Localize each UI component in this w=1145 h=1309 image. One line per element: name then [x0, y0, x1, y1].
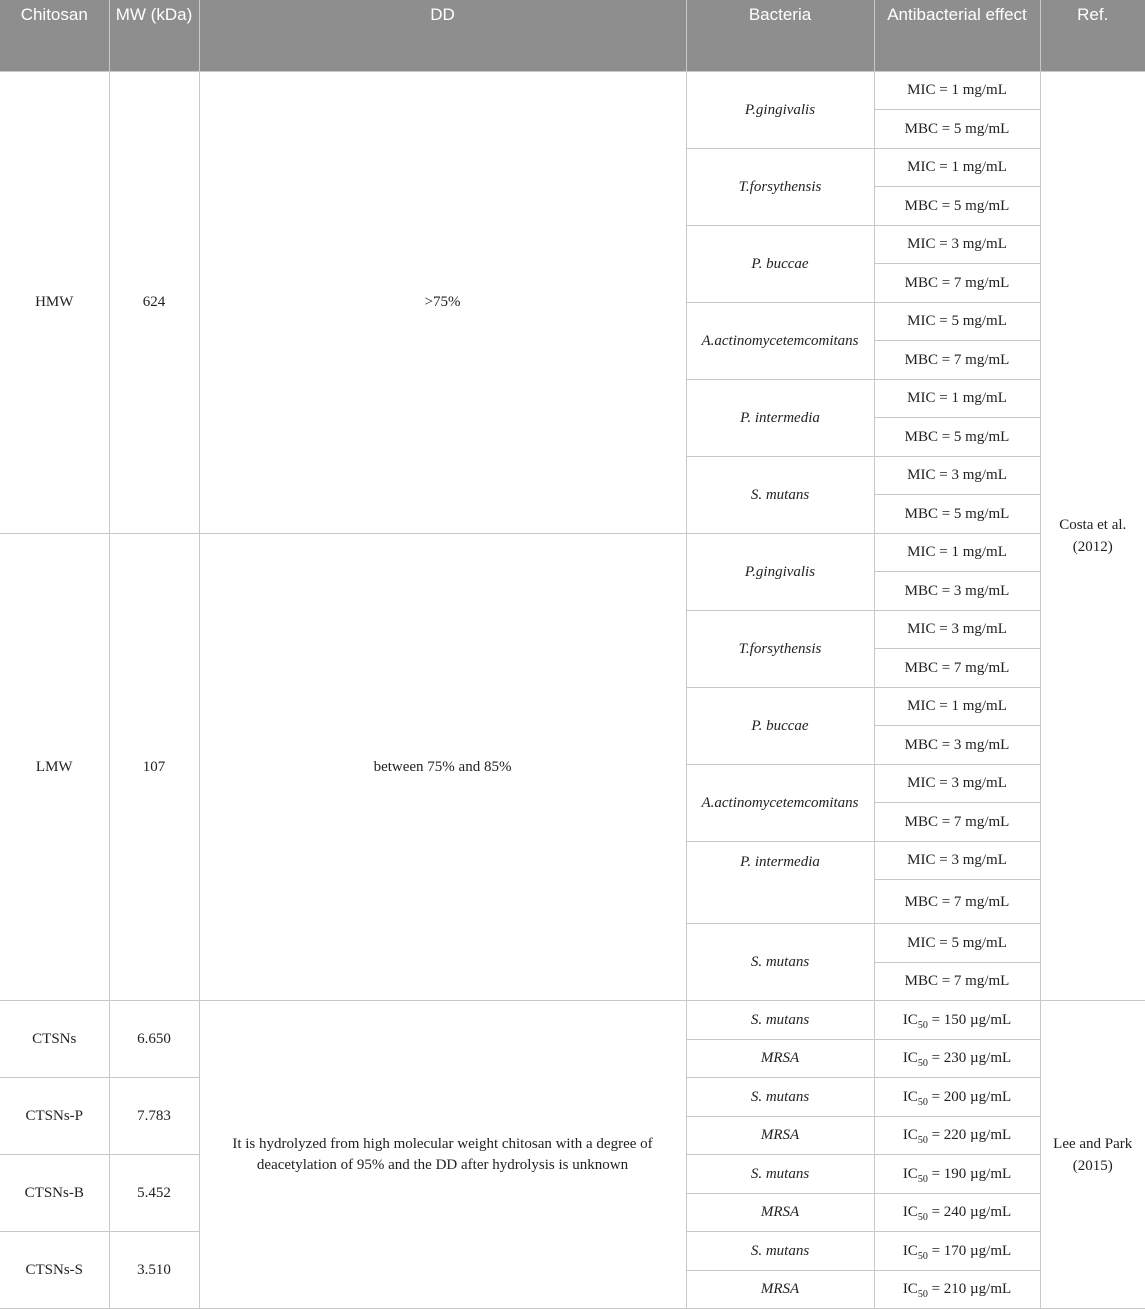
- header-mw: MW (kDa): [109, 0, 199, 71]
- mw-cell: 6.650: [109, 1001, 199, 1078]
- ic-value: = 190 µg/mL: [927, 1165, 1012, 1182]
- ic-prefix: IC: [902, 1204, 918, 1221]
- bacteria-cell: P. buccae: [686, 225, 874, 302]
- effect-cell: [874, 1116, 1040, 1155]
- effect-cell: [874, 1193, 1040, 1232]
- effect-cell: [874, 1155, 1040, 1194]
- effect-cell: MIC = 3 mg/mL: [874, 841, 1040, 880]
- ref-cell: Lee and Park (2015): [1040, 1001, 1145, 1309]
- dd-cell: >75%: [199, 71, 686, 533]
- effect-cell: MIC = 3 mg/mL: [874, 225, 1040, 264]
- chitosan-cell: CTSNs-S: [0, 1232, 109, 1309]
- header-ref: Ref.: [1040, 0, 1145, 71]
- ic-prefix: IC: [902, 1127, 918, 1144]
- chitosan-cell: HMW: [0, 71, 109, 533]
- ic-prefix: IC: [902, 1165, 918, 1182]
- bacteria-cell: S. mutans: [686, 924, 874, 1001]
- ref-cell: Costa et al. (2012): [1040, 71, 1145, 1001]
- effect-cell: MBC = 3 mg/mL: [874, 726, 1040, 765]
- chitosan-cell: CTSNs: [0, 1001, 109, 1078]
- bacteria-cell: A.actinomycetemcomitans: [686, 764, 874, 841]
- effect-cell: MBC = 5 mg/mL: [874, 110, 1040, 149]
- ic-subscript: 50: [917, 1135, 928, 1147]
- effect-cell: MIC = 5 mg/mL: [874, 302, 1040, 341]
- bacteria-cell: MRSA: [686, 1039, 874, 1078]
- header-antibacterial-effect: Antibacterial effect: [874, 0, 1040, 71]
- mw-cell: 107: [109, 533, 199, 1001]
- bacteria-cell: P. buccae: [686, 687, 874, 764]
- effect-cell: MBC = 7 mg/mL: [874, 341, 1040, 380]
- ic-prefix: IC: [902, 1088, 918, 1105]
- ic-subscript: 50: [917, 1289, 928, 1301]
- effect-cell: MIC = 1 mg/mL: [874, 687, 1040, 726]
- ic-value: = 220 µg/mL: [927, 1127, 1012, 1144]
- mw-cell: 5.452: [109, 1155, 199, 1232]
- effect-cell: MBC = 7 mg/mL: [874, 803, 1040, 842]
- bacteria-cell: MRSA: [686, 1116, 874, 1155]
- bacteria-cell: S. mutans: [686, 1232, 874, 1271]
- effect-cell: [874, 1078, 1040, 1117]
- ic-subscript: 50: [917, 1212, 928, 1224]
- ic-value: = 210 µg/mL: [927, 1281, 1012, 1298]
- ic-value: = 200 µg/mL: [927, 1088, 1012, 1105]
- bacteria-cell: T.forsythensis: [686, 610, 874, 687]
- ic-value: = 240 µg/mL: [927, 1204, 1012, 1221]
- ic-subscript: 50: [917, 1250, 928, 1262]
- ic-value: = 150 µg/mL: [927, 1011, 1012, 1028]
- ic-prefix: IC: [902, 1281, 918, 1298]
- effect-cell: [874, 1001, 1040, 1040]
- ic-subscript: 50: [917, 1096, 928, 1108]
- bacteria-cell: P.gingivalis: [686, 533, 874, 610]
- bacteria-cell: S. mutans: [686, 1155, 874, 1194]
- bacteria-cell: S. mutans: [686, 1001, 874, 1040]
- header-dd: DD: [199, 0, 686, 71]
- effect-cell: MBC = 7 mg/mL: [874, 264, 1040, 303]
- effect-cell: [874, 1232, 1040, 1271]
- ic-subscript: 50: [917, 1173, 928, 1185]
- bacteria-cell: MRSA: [686, 1193, 874, 1232]
- mw-cell: 7.783: [109, 1078, 199, 1155]
- ic-subscript: 50: [917, 1019, 928, 1031]
- effect-cell: MIC = 1 mg/mL: [874, 533, 1040, 572]
- effect-cell: MIC = 1 mg/mL: [874, 379, 1040, 418]
- ic-prefix: IC: [902, 1242, 918, 1259]
- effect-cell: MIC = 1 mg/mL: [874, 148, 1040, 187]
- bacteria-cell: T.forsythensis: [686, 148, 874, 225]
- effect-cell: MBC = 5 mg/mL: [874, 495, 1040, 534]
- chitosan-cell: LMW: [0, 533, 109, 1001]
- ic-prefix: IC: [902, 1050, 918, 1067]
- bacteria-cell: S. mutans: [686, 456, 874, 533]
- effect-cell: MIC = 3 mg/mL: [874, 764, 1040, 803]
- chitosan-cell: CTSNs-B: [0, 1155, 109, 1232]
- table-row: [0, 71, 1145, 110]
- effect-cell: MBC = 7 mg/mL: [874, 649, 1040, 688]
- bacteria-cell: MRSA: [686, 1270, 874, 1309]
- effect-cell: MIC = 3 mg/mL: [874, 456, 1040, 495]
- effect-cell: MBC = 5 mg/mL: [874, 187, 1040, 226]
- header-bacteria: Bacteria: [686, 0, 874, 71]
- bacteria-cell: P.gingivalis: [686, 71, 874, 148]
- effect-cell: [874, 1039, 1040, 1078]
- dd-cell: It is hydrolyzed from high molecular weight chitosan with a degree of deacetylation of 95% and the DD after hydrolysis is unknown: [199, 1001, 686, 1309]
- ic-value: = 170 µg/mL: [927, 1242, 1012, 1259]
- effect-cell: MBC = 7 mg/mL: [874, 962, 1040, 1001]
- dd-cell: between 75% and 85%: [199, 533, 686, 1001]
- mw-cell: 3.510: [109, 1232, 199, 1309]
- effect-cell: MBC = 3 mg/mL: [874, 572, 1040, 611]
- ic-prefix: IC: [902, 1011, 918, 1028]
- ic-value: = 230 µg/mL: [927, 1050, 1012, 1067]
- effect-cell: MBC = 5 mg/mL: [874, 418, 1040, 457]
- effect-cell: MIC = 5 mg/mL: [874, 924, 1040, 963]
- header-row: [0, 0, 1145, 71]
- mw-cell: 624: [109, 71, 199, 533]
- table-row: [0, 1001, 1145, 1040]
- effect-cell: MIC = 3 mg/mL: [874, 610, 1040, 649]
- chitosan-cell: CTSNs-P: [0, 1078, 109, 1155]
- bacteria-cell: P. intermedia: [686, 379, 874, 456]
- table-row: [0, 533, 1145, 572]
- bacteria-cell: S. mutans: [686, 1078, 874, 1117]
- ic-subscript: 50: [917, 1058, 928, 1070]
- bacteria-cell: A.actinomycetemcomitans: [686, 302, 874, 379]
- effect-cell: MIC = 1 mg/mL: [874, 71, 1040, 110]
- effect-cell: MBC = 7 mg/mL: [874, 880, 1040, 924]
- header-chitosan: Chitosan: [0, 0, 109, 71]
- bacteria-cell: P. intermedia: [686, 841, 874, 924]
